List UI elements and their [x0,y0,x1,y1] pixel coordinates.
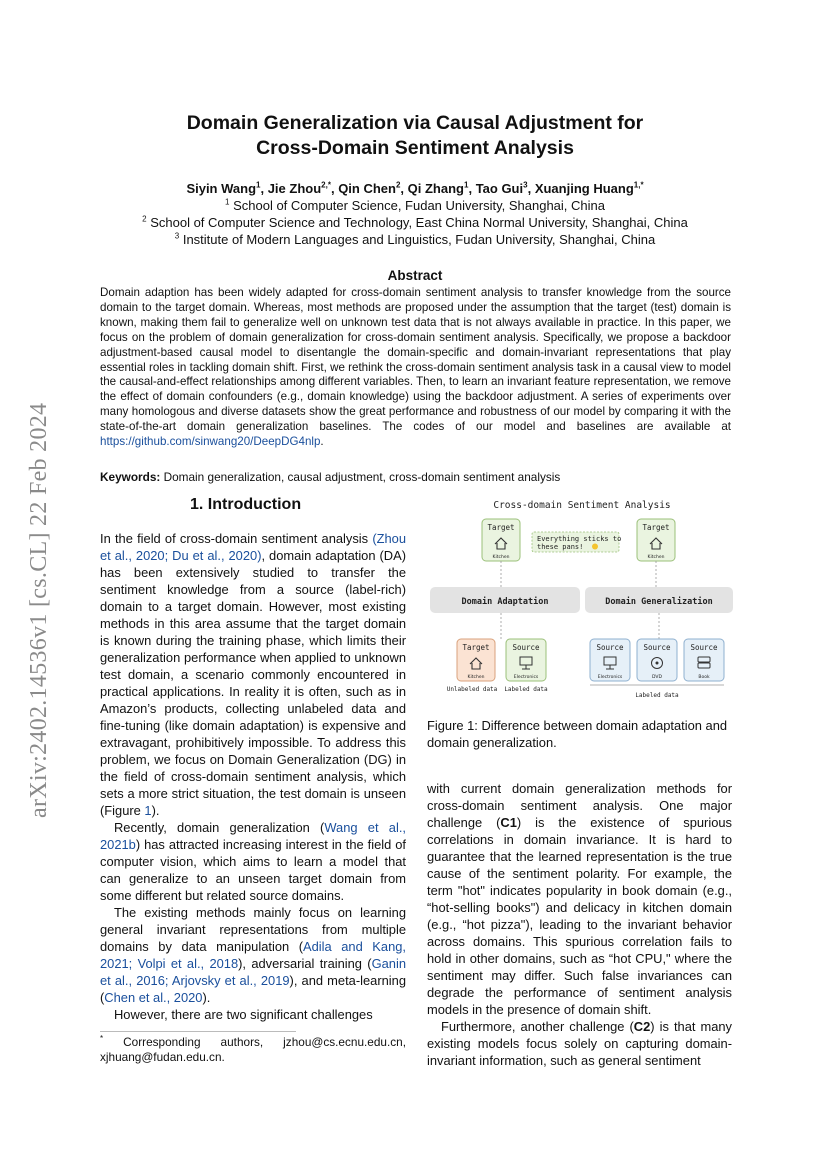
svg-text:DVD: DVD [652,675,662,680]
keywords: Keywords: Domain generalization, causal adjustment, cross-domain sentiment analysis [100,470,561,484]
svg-text:these pans!: these pans! [537,543,584,551]
svg-text:Unlabeled data: Unlabeled data [446,686,498,693]
abstract-heading: Abstract [387,268,443,283]
svg-text:Labeled data: Labeled data [504,686,548,693]
svg-text:Domain Generalization: Domain Generalization [605,597,713,607]
footnote: * Corresponding authors, jzhou@cs.ecnu.edu.cn, xjhuang@fudan.edu.cn. [100,1034,406,1064]
svg-text:Source: Source [690,643,718,652]
author-block [100,180,730,248]
svg-text:Source: Source [512,643,540,652]
footnote-rule [100,1031,296,1032]
figure-1 [427,497,743,707]
abstract-body: Domain adaption has been widely adapted for cross-domain sentiment analysis to transfer knowledge from the source domain to the target domain. Whereas, most methods are proposed under the assumption that the target (test) domain is known, making them fail to generalize well on unknown test data that is not always available in practice. In this paper, we focus on the problem of domain generalization for cross-domain sentiment analysis. Specifically, we propose a backdoor adjustment-based causal model to disentangle the domain-specific and domain-invariant representations that play essential roles in tackling domain shift. First, we rethink the cross-domain sentiment analysis task in a causal view to model the causal-and-effect relationships among different variables. Then, to learn an invariant feature representation, we remove the effect of domain confounders (e.g., domain knowledge) using the backdoor adjustment. A series of experiments over many homologous and diverse datasets show the great performance and robustness of our model by comparing it with the state-of-the-art domain generalization baselines. The codes of our model and baselines are available at https://github.com/sinwang20/DeepDG4nlp. [100,286,731,449]
svg-text:Electronics: Electronics [513,675,539,680]
svg-text:Target: Target [642,523,670,532]
citation-link[interactable]: Chen et al., 2020 [104,990,203,1005]
author-list: Siyin Wang$^1$, Jie Zhou$^{2,*}$, Qin Chen$^2$, Qi Zhang$^1$, Tao Gui$^3$, Xuanjing Huang$^{1,*}$ [186,180,644,196]
right-column [427,780,732,1069]
source-box-electronics-da [506,639,546,681]
source-box-dvd [637,639,677,681]
paragraph: Recently, domain generalization (Wang et al., 2021b) has attracted increasing interest in the field of computer vision, which aims to learn a model that can generalize to an unseen target domain from some different but related source domains. [100,820,406,903]
citation-link[interactable]: (Zhou et al., 2020; Du et al., 2020) [100,531,406,563]
svg-text:Source: Source [596,643,624,652]
source-box-electronics-dg [590,639,630,681]
svg-text:Target: Target [487,523,515,532]
affiliation-1: $^1$ School of Computer Science, Fudan University, Shanghai, China [225,197,605,213]
code-link[interactable]: https://github.com/sinwang20/DeepDG4nlp [100,435,321,449]
svg-text:Target: Target [462,643,490,652]
paragraph: Furthermore, another challenge (C2) is that many existing models focus solely on capturing domain-invariant information, such as general sentiment [427,1019,732,1068]
affiliation-2: $^2$ School of Computer Science and Technology, East China Normal University, Shanghai, China [142,214,688,230]
target-box-kitchen-dg [637,519,675,561]
citation-link[interactable]: Ganin et al., 2016; Arjovsky et al., 2019 [100,956,406,988]
smiley-icon [592,544,598,550]
paragraph: The existing methods mainly focus on learning general invariant representations from multiple domains by data manipulation (Adila and Kang, 2021; Volpi et al., 2018), adversarial training (Ganin et al., 2016; Arjovsky et al., 2019), and meta-learning (Chen et al., 2020). [100,905,406,1005]
svg-text:Labeled data: Labeled data [635,692,679,699]
citation-link[interactable]: Adila and Kang, 2021; Volpi et al., 2018 [100,939,406,971]
target-box-kitchen-da [482,519,520,561]
left-column [100,530,406,1023]
svg-text:Kitchen: Kitchen [647,555,665,560]
svg-text:Everything sticks to: Everything sticks to [537,535,622,543]
paragraph: However, there are two significant challenges [114,1007,373,1022]
citation-link[interactable]: Wang et al., 2021b [100,820,406,852]
svg-text:Kitchen: Kitchen [492,555,510,560]
review-bubble [532,532,621,552]
domain-adaptation-bar [430,587,580,613]
source-box-book [684,639,724,681]
figure-title: Cross-domain Sentiment Analysis [493,500,671,511]
domain-generalization-bar [585,587,733,613]
paragraph: In the field of cross-domain sentiment analysis (Zhou et al., 2020; Du et al., 2020), domain adaptation (DA) has been extensively studied to transfer the sentiment knowledge from a source (label-rich) domain to a target domain. However, most existing methods in this area assume that the target domain is known during the training phase, which limits their generalization performance when applied to unknown test domain, a scenario commonly encountered in practical applications. In reality it is often, such as in Amazon’s products, collecting unlabeled data and fine-tuning (like domain adaptation) is expensive and extravagant, prohibitively impossible. To address this problem, we focus on Domain Generalization (DG) in the field of cross-domain sentiment analysis, which sets a more strict situation, the test domain is unseen (Figure 1). [100,531,406,818]
paragraph: with current domain generalization methods for cross-domain sentiment analysis. One major challenge (C1) is the existence of spurious correlations in domain invariance. It is hard to guarantee that the learned representation is the true cause of the sentiment polarity. For example, the term "hot" indicates popularity in book domain (e.g., “hot-selling books") and delicacy in kitchen domain (e.g., “hot pizza"), leading to the invariant behavior across domains. This spurious correlation fails to hold in other domains, such as “hot CPU," where the sentiment may differ. Such false invariances can degrade the performance of sentiment analysis models in the presence of domain shift. [427,781,732,1017]
target-box-kitchen-unlabeled [457,639,495,681]
figure-caption: Figure 1: Difference between domain adaptation and domain generalization. [427,718,728,750]
affiliation-3: $^3$ Institute of Modern Languages and Linguistics, Fudan University, Shanghai, China [174,231,656,247]
paper-title: Domain Generalization via Causal Adjustment for Cross-Domain Sentiment Analysis [186,112,644,159]
svg-text:Domain Adaptation: Domain Adaptation [461,597,549,607]
svg-text:Book: Book [698,675,710,680]
section-heading-introduction: 1. Introduction [190,496,302,513]
arxiv-identifier: arXiv:2402.14536v1 [cs.CL] 22 Feb 2024 [26,402,52,818]
svg-text:Source: Source [643,643,671,652]
svg-text:Electronics: Electronics [597,675,623,680]
svg-text:Kitchen: Kitchen [467,675,485,680]
figure-ref-link[interactable]: 1 [144,803,152,818]
